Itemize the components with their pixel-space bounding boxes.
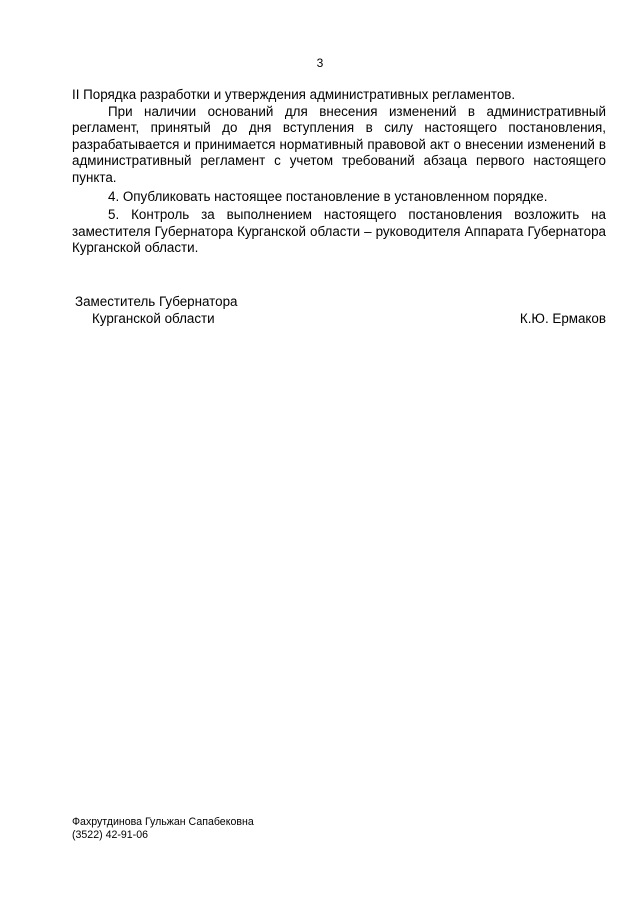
page-number: 3 [316,56,324,70]
signatory-region: Курганской области [92,310,215,326]
paragraph-continuation: II Порядка разработки и утверждения административных регламентов. [72,87,516,102]
executor-phone: (3522) 42-91-06 [72,829,148,841]
signatory-position: Заместитель Губернатора [75,294,238,309]
paragraph-amendments: При наличии оснований для внесения изменений в административный регламент, принятый до дня вступления в силу настоящего постановления, разрабатывается и принимается нормативный правовой акт о внесении изменений в административный регламент с учетом требований абзаца первого настоящего пункта. [72,103,606,185]
executor-footer [72,816,254,842]
executor-name: Фахрутдинова Гульжан Сапабековна [72,816,254,828]
signatory-name: К.Ю. Ермаков [519,310,606,326]
paragraph-item-5: 5. Контроль за выполнением настоящего постановления возложить на заместителя Губернатора Курганской области – руководителя Аппарата Губернатора Курганской области. [72,207,606,256]
document-body [72,87,606,257]
paragraph-item-4: 4. Опубликовать настоящее постановление в установленном порядке. [108,188,548,204]
signature-block [75,294,606,327]
signature-row [75,311,606,328]
